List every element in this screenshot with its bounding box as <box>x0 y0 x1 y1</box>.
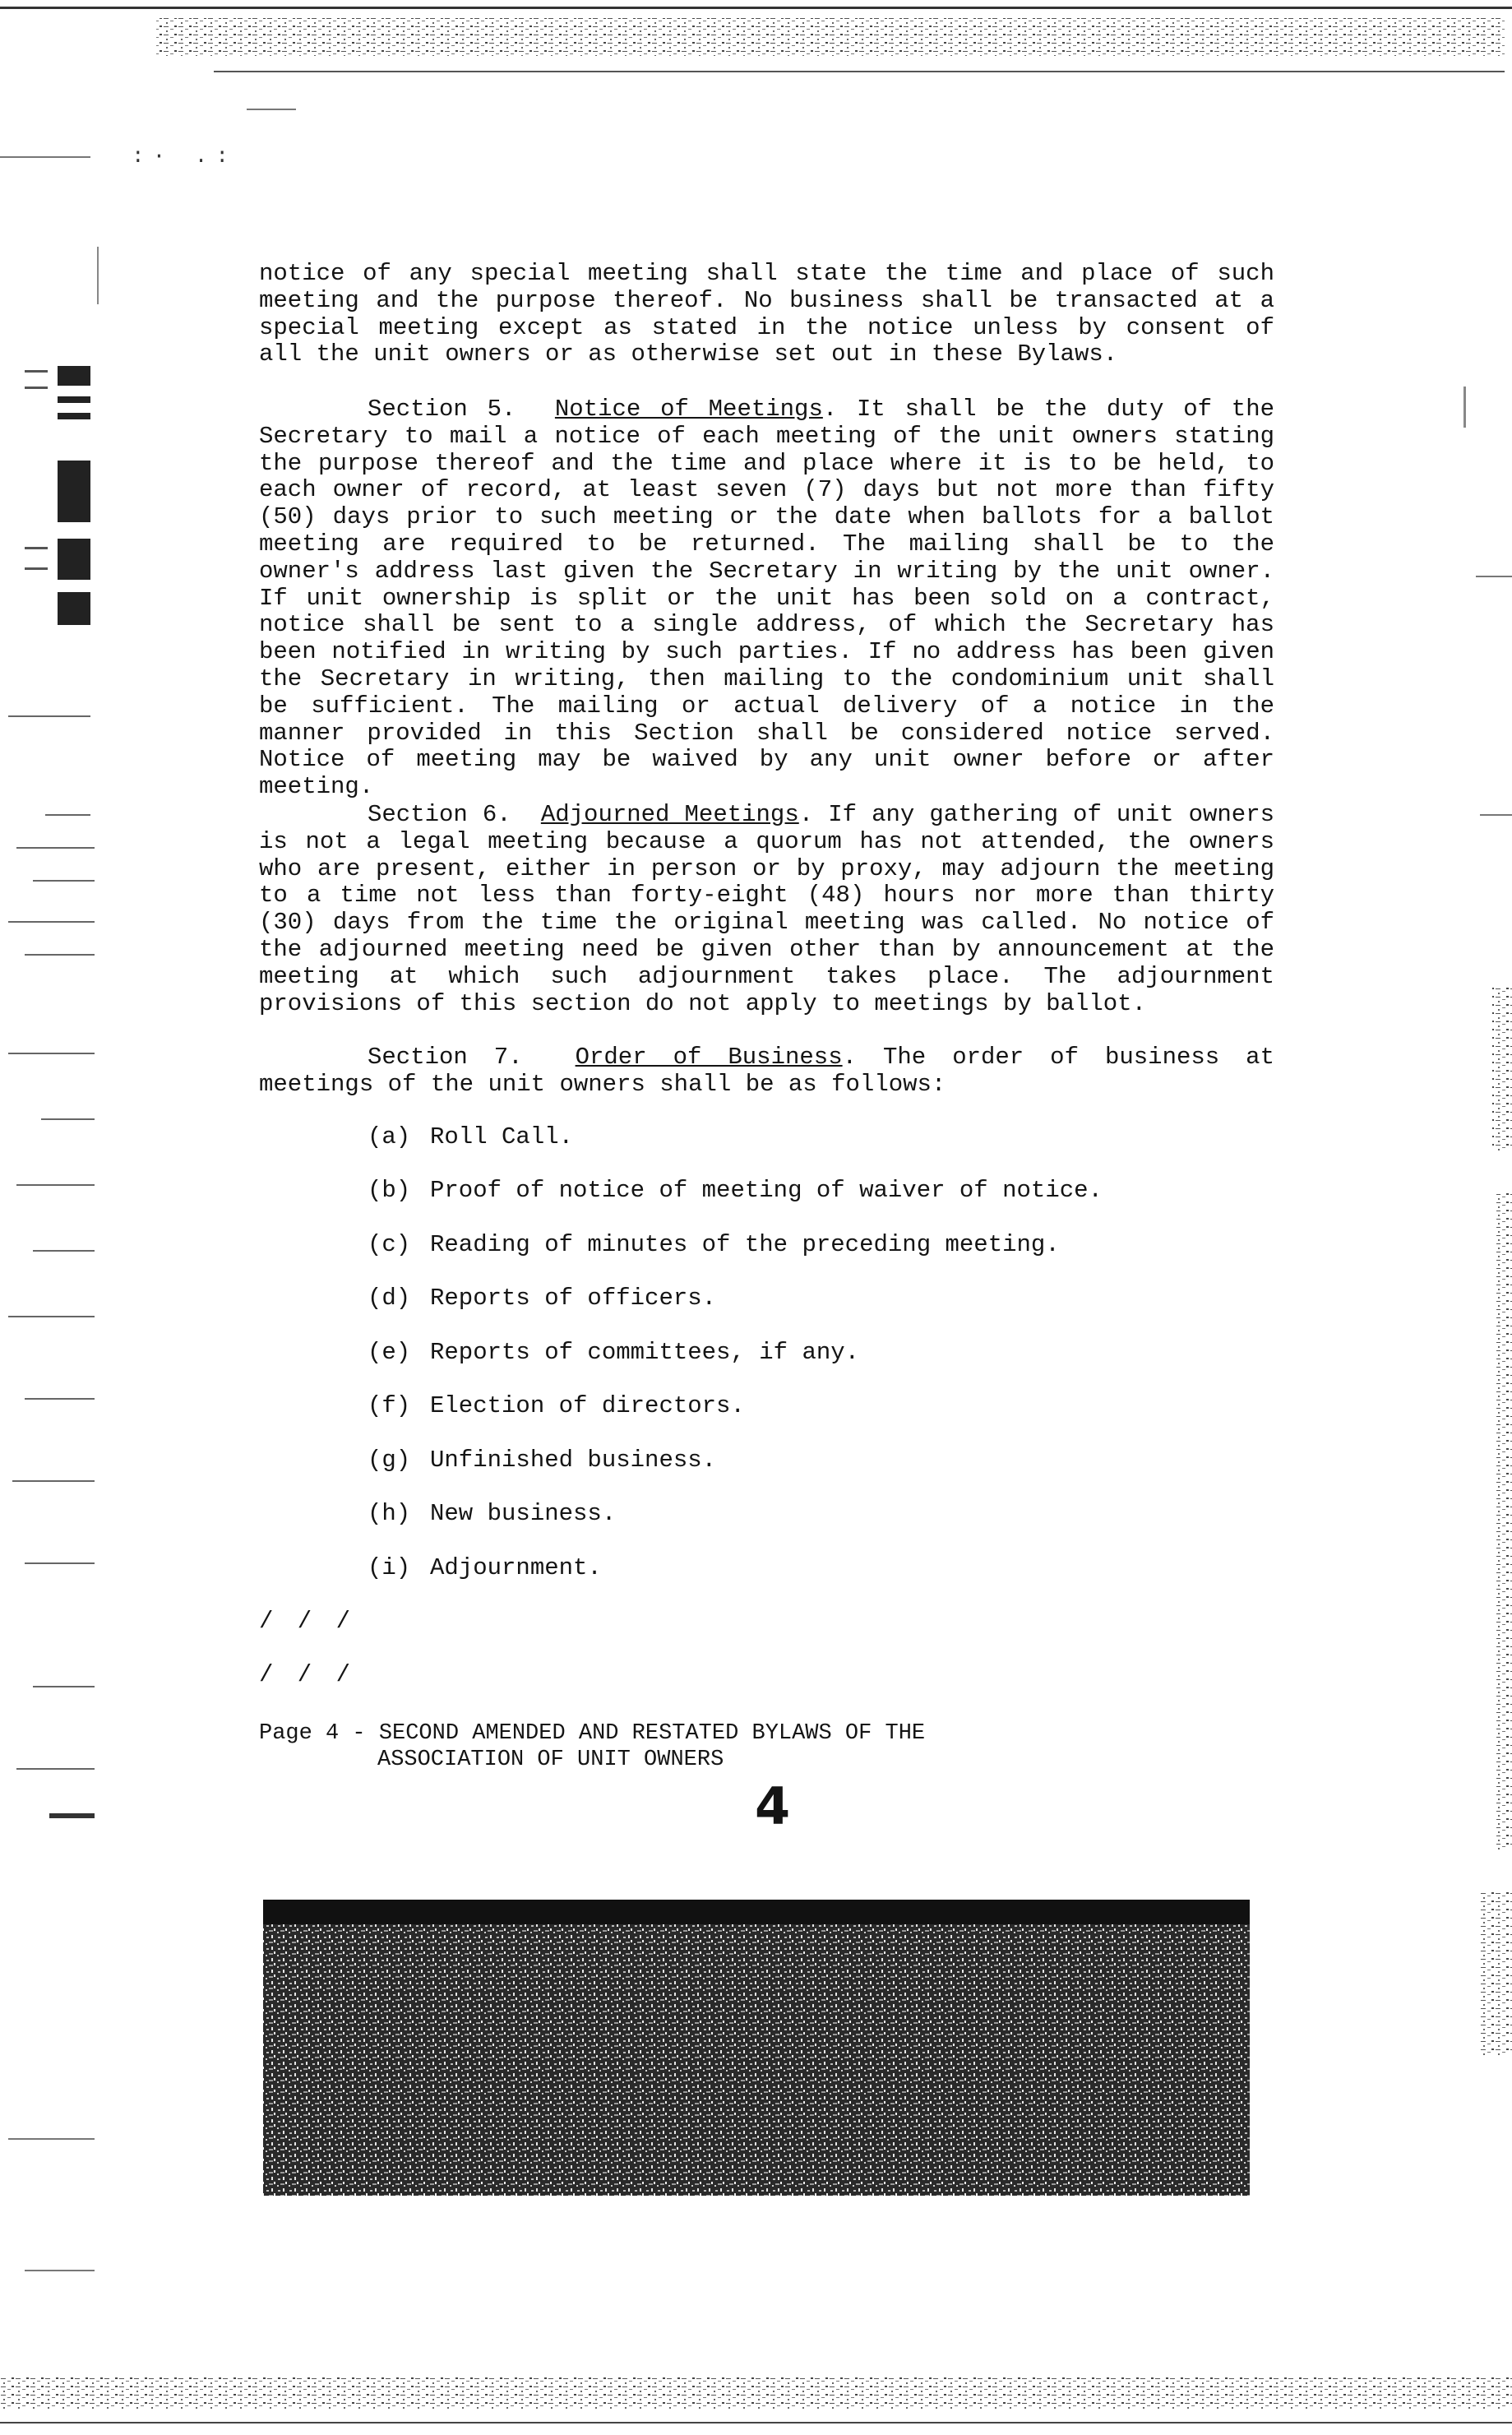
continuation-mark: / / / <box>259 1608 356 1635</box>
intro-paragraph: notice of any special meeting shall state the time and place of such meeting and the purpose thereof. No business shall be transacted at a special meeting except as stated in the notice unless by consent of all the unit owners or as otherwise set out in these Bylaws. <box>259 260 1274 368</box>
list-item <box>368 1501 616 1528</box>
list-item-text: Reports of officers. <box>430 1285 717 1312</box>
list-item <box>368 1555 602 1582</box>
list-item <box>368 1393 745 1420</box>
list-item-letter: (f) <box>368 1392 411 1419</box>
section-6-title: Adjourned Meetings <box>540 801 799 828</box>
list-item-text: Reports of committees, if any. <box>430 1339 860 1366</box>
list-item-letter: (h) <box>368 1500 411 1527</box>
list-item-letter: (i) <box>368 1554 411 1581</box>
bottom-scan-band <box>0 2377 1512 2410</box>
list-item-letter: (c) <box>368 1231 411 1258</box>
list-item <box>368 1232 1060 1259</box>
list-item-text: New business. <box>430 1500 617 1527</box>
list-item-letter: (b) <box>368 1177 411 1204</box>
section-6-label: Section 6. <box>368 801 511 828</box>
section-5-body: . It shall be the duty of the Secretary to mail a notice of each meeting of the unit owners stating the purpose thereof and the time and place where it is to be held, to each owner of record, at least seven (7) days but not more than fifty (50) days prior to such meeting or the date when ballots for a ballot meeting are required to be returned. The mailing shall be to the owner's address last given the Secretary in writing by the unit owner. If unit ownership is split or the unit has been sold on a contract, notice shall be sent to a single address, of which the Secretary has been notified in writing by such parties. If no address has been given the Secretary in writing, then mailing to the condominium unit shall be sufficient. The mailing or actual delivery of a notice in the manner provided in this Section shall be considered notice served. Notice of meeting may be waived by any unit owner before or after meeting. <box>259 396 1274 801</box>
section-5-paragraph <box>259 396 1274 801</box>
list-item-text: Election of directors. <box>430 1392 745 1419</box>
page-footer <box>259 1720 925 1773</box>
handwritten-page-number: 4 <box>755 1776 791 1836</box>
list-item <box>368 1124 573 1151</box>
top-scan-band <box>156 18 1505 56</box>
section-7-body: . The order of business at meetings of the unit owners shall be as follows: <box>259 1044 1274 1098</box>
list-item <box>368 1285 716 1312</box>
list-item-text: Reading of minutes of the preceding meeting. <box>430 1231 1060 1258</box>
continuation-mark: / / / <box>259 1661 356 1688</box>
list-item-text: Adjournment. <box>430 1554 602 1581</box>
list-item-letter: (e) <box>368 1339 411 1366</box>
list-item <box>368 1447 716 1474</box>
list-item-letter: (a) <box>368 1123 411 1150</box>
list-item-text: Roll Call. <box>430 1123 574 1150</box>
list-item <box>368 1340 859 1367</box>
list-item-letter: (d) <box>368 1285 411 1312</box>
section-7-label: Section 7. <box>368 1044 523 1071</box>
dark-scan-block <box>263 1900 1250 2196</box>
section-6-paragraph <box>259 802 1274 1017</box>
section-6-body: . If any gathering of unit owners is not a legal meeting because a quorum has not attended, the owners who are present, either in person or by proxy, may adjourn the meeting to a time not less than forty-eight (48) hours nor more than thirty (30) days from the time the original meeting was called. No notice of the adjourned meeting need be given other than by announcement at the meeting at which such adjournment takes place. The adjournment provisions of this section do not apply to meetings by ballot. <box>259 801 1274 1017</box>
section-5-label: Section 5. <box>368 396 516 423</box>
footer-line-2: ASSOCIATION OF UNIT OWNERS <box>377 1748 724 1772</box>
section-5-title: Notice of Meetings <box>554 396 823 423</box>
list-item-letter: (g) <box>368 1447 411 1474</box>
footer-line-1: Page 4 - SECOND AMENDED AND RESTATED BYLAWS OF THE <box>259 1721 926 1746</box>
list-item <box>368 1178 1103 1205</box>
section-7-paragraph <box>259 1044 1274 1099</box>
list-item-text: Proof of notice of meeting of waiver of notice. <box>430 1177 1103 1204</box>
section-7-title: Order of Business <box>575 1044 843 1071</box>
punch-marks: :· .: <box>132 144 238 169</box>
list-item-text: Unfinished business. <box>430 1447 717 1474</box>
